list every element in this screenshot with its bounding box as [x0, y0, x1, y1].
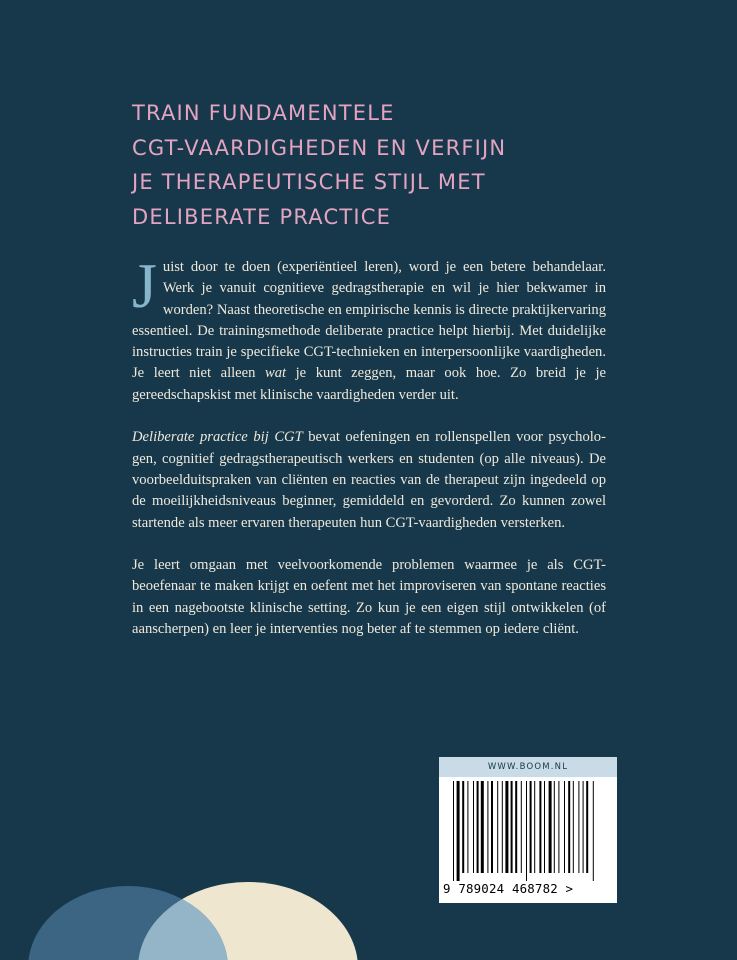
paragraph-1-text-b: je kunt zeggen, maar ook hoe. Zo breid je je gereedschapskist met klinische vaardigheden verder uit.	[132, 365, 606, 403]
paragraph-3-text: Je leert omgaan met veelvoorkomende problemen waarmee je als CGT-beoefenaar te maken krijgt en oefent met het improviseren van spontane reacties in een nagebootste klinische setting. Zo kun je een eigen stijl ontwikkelen (of aanscherpen) en leer je interventies nog beter af te stemmen op iedere cliënt.	[132, 557, 606, 638]
paragraph-2-text: bevat oefeningen en rollenspellen voor psychologen, cognitief gedragstherapeutisch werkers en studenten (op alle niveaus). De voorbeelduitspraken van cliënten en reacties van de therapeut zijn ingedeeld op de moeilijkheidsniveaus beginner, gemiddeld en gevorderd. Zo kunnen zowel startende als meer ervaren therapeuten hun CGT-vaardigheden versterken.	[132, 429, 606, 531]
paragraph-1-text-a: uist door te doen (experiëntieel leren), word je een betere behandelaar. Werk je vanuit cognitieve gedragstherapie en wil je hier bekwamer in worden? Naast theoretische en empirische kennis is directe praktijkervaring essentieel. De trainingsmethode deliberate practice helpt hierbij. Met duidelijke instructies train je specifieke CGT-technieken en interpersoonlijke vaardigheden. Je leert niet alleen	[132, 259, 606, 382]
isbn-number: 9 789024 468782 >	[443, 881, 574, 896]
heading-line-1: TRAIN FUNDAMENTELE	[132, 101, 395, 125]
book-title-italic: Deliberate practice bij CGT	[132, 429, 303, 446]
heading-line-2: CGT-VAARDIGHEDEN EN VERFIJN	[132, 135, 507, 160]
drop-cap: J	[132, 250, 157, 321]
paragraph-1-emphasis: wat	[264, 365, 287, 382]
heading-line-4: DELIBERATE PRACTICE	[132, 204, 392, 229]
heading-line-3: JE THERAPEUTISCHE STIJL MET	[132, 170, 486, 194]
publisher-url: WWW.BOOM.NL	[439, 757, 617, 777]
